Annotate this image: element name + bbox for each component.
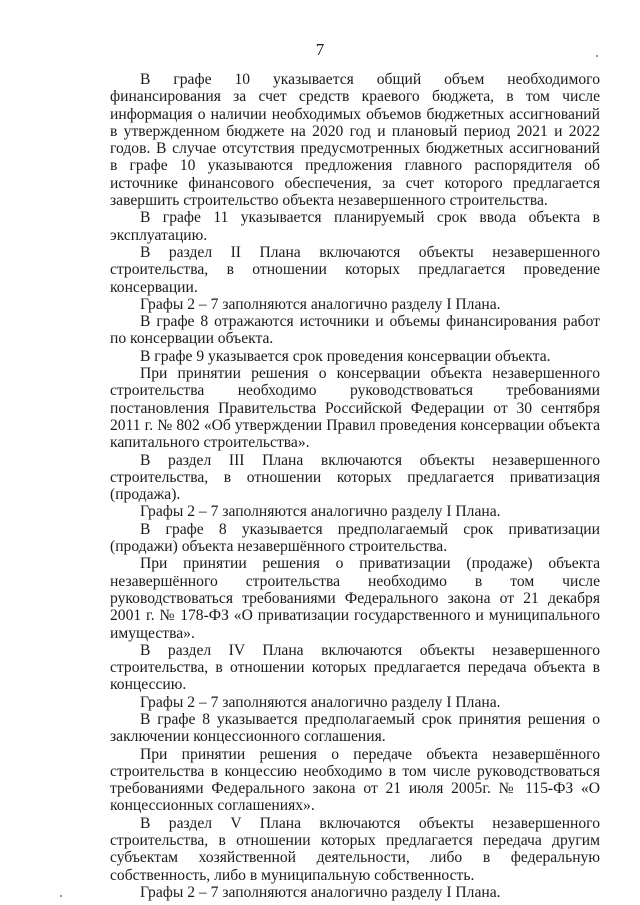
- document-body: [110, 71, 600, 901]
- paragraph: При принятии решения о приватизации (продаже) объекта незавершённого строительства необходимо в том числе руководствоваться требованиями Федерального закона от 21 декабря 2001 г. № 178-ФЗ «О приватизации государственного и муниципального имущества».: [110, 555, 600, 642]
- paragraph: В графе 11 указывается планируемый срок ввода объекта в эксплуатацию.: [110, 209, 600, 244]
- paragraph: Графы 2 – 7 заполняются аналогично разделу I Плана.: [140, 295, 501, 313]
- paragraph: Графы 2 – 7 заполняются аналогично разделу I Плана.: [140, 503, 501, 521]
- paragraph: При принятии решения о консервации объекта незавершенного строительства необходимо руководствоваться требованиями постановления Правительства Российской Федерации от 30 сентября 2011 г. № 802 «Об утверждении Правил проведения консервации объекта капитального строительства».: [110, 365, 600, 452]
- scan-speck: [60, 895, 62, 897]
- paragraph: Графы 2 – 7 заполняются аналогично разделу I Плана.: [140, 693, 501, 711]
- paragraph: В раздел IV Плана включаются объекты незавершенного строительства, в отношении которых предлагается передача объекта в концессию.: [110, 641, 600, 694]
- paragraph: В раздел II Плана включаются объекты незавершенного строительства, в отношении которых предлагается проведение консервации.: [110, 243, 600, 296]
- page-number: 7: [315, 40, 325, 59]
- paragraph: При принятии решения о передаче объекта незавершённого строительства в концессию необходимо в том числе руководствоваться требованиями Федерального закона от 21 июля 2005г. № 115-ФЗ «О концессионных соглашениях».: [110, 745, 600, 815]
- paragraph: Графы 2 – 7 заполняются аналогично разделу I Плана.: [140, 883, 501, 901]
- paragraph: В графе 10 указывается общий объем необходимого финансирования за счет средств краевого бюджета, в том числе информация о наличии необходимых объемов бюджетных ассигнований в утвержденном бюджете на 2020 год и плановый период 2021 и 2022 годов. В случае отсутствия предусмотренных бюджетных ассигнований в графе 10 указываются предложения главного распорядителя об источнике финансового обеспечения, за счет которого предлагается завершить строительство объекта незавершенного строительства.: [110, 71, 600, 210]
- paragraph: В графе 8 указывается предполагаемый срок приватизации (продажи) объекта незавершённого строительства.: [110, 520, 600, 556]
- paragraph: В раздел III Плана включаются объекты незавершенного строительства, в отношении которых предлагается приватизация (продажа).: [110, 451, 600, 504]
- paragraph: В графе 8 отражаются источники и объемы финансирования работ по консервации объекта.: [110, 313, 600, 348]
- paragraph: В раздел V Плана включаются объекты незавершенного строительства, в отношении которых предлагается передача другим субъектам хозяйственной деятельности, либо в федеральную собственность, либо в муниципальную собственность.: [110, 814, 600, 884]
- paragraph: В графе 9 указывается срок проведения консервации объекта.: [140, 347, 551, 365]
- paragraph: В графе 8 указывается предполагаемый срок принятия решения о заключении концессионного соглашения.: [110, 710, 600, 746]
- scan-speck: [596, 55, 598, 57]
